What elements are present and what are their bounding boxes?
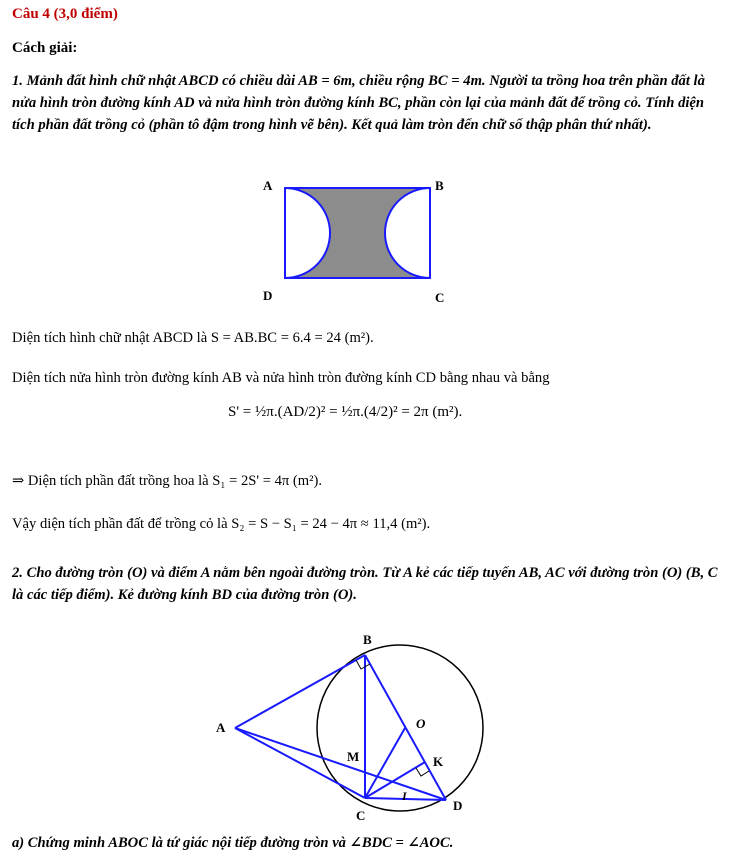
grass-area-line: Vậy diện tích phần đất để trồng cỏ là S₂ = S − S₁ = 24 − 4π ≈ 11,4 (m²). — [12, 516, 431, 532]
label-i: I — [402, 789, 407, 803]
label-c: C — [435, 290, 445, 305]
question-heading: Câu 4 (3,0 điểm) — [12, 6, 118, 22]
semicircle-formula: S' = ½π.(AD/2)² = ½π.(4/2)² = 2π (m²). — [228, 404, 463, 420]
label-b: B — [435, 178, 444, 193]
label-b2: B — [363, 632, 372, 647]
label-d: D — [263, 288, 273, 303]
problem-2-text: 2. Cho đường tròn (O) và điểm A nằm bên ngoài đường tròn. Từ A kẻ các tiếp tuyến AB, AC với đường tròn (O) (B, C là các tiếp điểm). Kẻ đường kính BD của đường tròn (O). — [12, 565, 718, 603]
method-heading: Cách giải: — [12, 40, 78, 56]
question-a-text: a) Chứng minh ABOC là tứ giác nội tiếp đường tròn và ∠BDC = ∠AOC. — [12, 835, 454, 851]
label-a2: A — [216, 720, 226, 735]
flower-area-line: ⇒ Diện tích phần đất trồng hoa là S₁ = 2S' = 4π (m²). — [12, 473, 322, 489]
grass-area — [285, 188, 430, 278]
label-m: M — [347, 749, 360, 764]
area-rectangle-line: Diện tích hình chữ nhật ABCD là S = AB.BC = 6.4 = 24 (m²). — [12, 330, 374, 346]
segment-ad — [235, 728, 446, 800]
label-c2: C — [356, 808, 366, 823]
circle-figure — [210, 628, 490, 828]
label-d2: D — [453, 798, 463, 813]
label-k: K — [433, 754, 444, 769]
tangent-ac — [235, 728, 365, 798]
tangent-ab — [235, 655, 365, 728]
right-angle-k — [416, 768, 429, 776]
problem-1-text: 1. Mảnh đất hình chữ nhật ABCD có chiều dài AB = 6m, chiều rộng BC = 4m. Người ta trồng hoa trên phần đất là nửa hình tròn đường kính AD và nửa hình tròn đường kính BC, phần còn lại của mảnh đất để trồng cỏ. Tính diện tích phần đất trồng cỏ (phần tô đậm trong hình vẽ bên). Kết quả làm tròn đến chữ số thập phân thứ nhất). — [12, 73, 705, 133]
rectangle-figure — [255, 172, 455, 312]
label-o: O — [416, 716, 426, 731]
segment-ck — [365, 762, 425, 798]
segment-co — [365, 728, 405, 798]
semicircle-area-line: Diện tích nửa hình tròn đường kính AB và nửa hình tròn đường kính CD bằng nhau và bằng — [12, 370, 550, 386]
label-a: A — [263, 178, 273, 193]
